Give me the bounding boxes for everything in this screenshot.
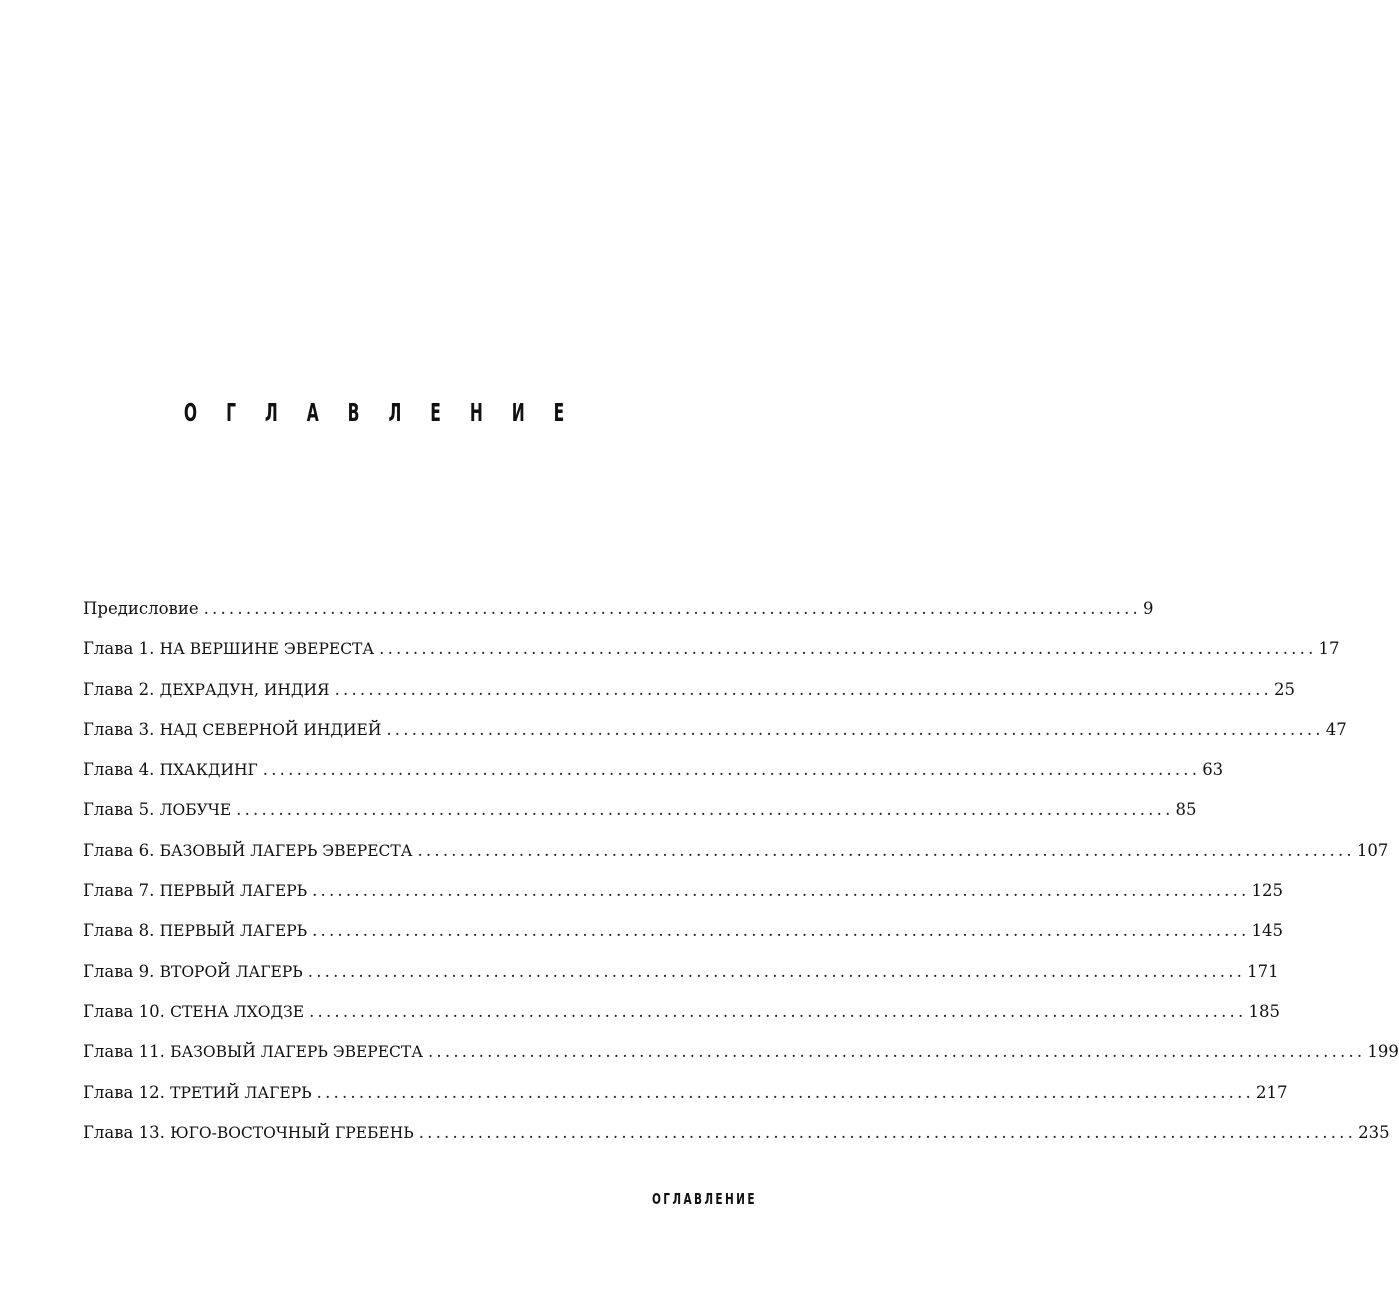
toc-dot-leader: ............................................................................................................... <box>417 840 1355 860</box>
toc-entry-label <box>83 915 312 947</box>
toc-chapter-number: Глава 10. <box>83 1001 165 1021</box>
toc-chapter-number: Глава 12. <box>83 1082 165 1102</box>
toc-chapter-name: ПЕРВЫЙ ЛАГЕРЬ <box>159 922 308 941</box>
running-footer: ОГЛАВЛЕНИЕ <box>652 1190 757 1208</box>
toc-entry-label <box>83 875 312 907</box>
toc-page-number: 9 <box>1142 599 1154 618</box>
table-of-contents <box>83 593 1399 1157</box>
toc-entry-label <box>83 754 263 786</box>
toc-entry-label <box>83 593 204 625</box>
toc-page-number: 63 <box>1202 760 1224 780</box>
toc-dot-leader: ............................................................................................................... <box>309 1001 1247 1021</box>
toc-dot-leader: ............................................................................................................... <box>262 760 1201 780</box>
toc-page-number: 217 <box>1256 1082 1288 1102</box>
toc-entry-label <box>83 1117 419 1149</box>
toc-entry[interactable] <box>83 593 1154 633</box>
toc-entry-label <box>83 1036 428 1068</box>
toc-entry[interactable] <box>83 754 1224 794</box>
toc-page-number: 145 <box>1251 921 1283 941</box>
toc-chapter-name: ПЕРВЫЙ ЛАГЕРЬ <box>159 882 308 901</box>
toc-chapter-name: НАД СЕВЕРНОЙ ИНДИЕЙ <box>159 720 382 739</box>
toc-chapter-number: Глава 9. <box>83 961 155 981</box>
toc-dot-leader: ............................................................................................................... <box>307 961 1246 981</box>
toc-entry-label <box>83 956 308 988</box>
toc-chapter-number: Глава 2. <box>83 679 155 699</box>
toc-chapter-name: ТРЕТИЙ ЛАГЕРЬ <box>170 1083 312 1102</box>
toc-entry-label <box>83 633 379 665</box>
toc-chapter-number: Глава 5. <box>83 800 155 820</box>
toc-entry[interactable] <box>83 674 1295 714</box>
toc-entry-label <box>83 714 386 746</box>
toc-chapter-number: Глава 8. <box>83 921 155 941</box>
toc-entry[interactable] <box>83 794 1197 834</box>
toc-entry[interactable] <box>83 915 1283 955</box>
toc-entry[interactable] <box>83 1036 1399 1076</box>
toc-dot-leader: ............................................................................................................... <box>203 599 1141 618</box>
toc-chapter-name: ЮГО-ВОСТОЧНЫЙ ГРЕБЕНЬ <box>170 1123 414 1142</box>
toc-page-number: 171 <box>1247 961 1279 981</box>
toc-entry-label <box>83 674 335 706</box>
toc-entry[interactable] <box>83 996 1280 1036</box>
toc-chapter-number: Глава 6. <box>83 840 155 860</box>
toc-entry-label <box>83 1077 317 1109</box>
toc-page-number: 85 <box>1175 800 1197 820</box>
toc-chapter-number: Предисловие <box>83 599 199 618</box>
toc-entry-label <box>83 794 236 826</box>
toc-chapter-name: НА ВЕРШИНЕ ЭВЕРЕСТА <box>159 640 375 659</box>
toc-chapter-number: Глава 3. <box>83 719 155 739</box>
toc-entry[interactable] <box>83 714 1347 754</box>
toc-page-number: 199 <box>1367 1042 1399 1062</box>
toc-page-number: 47 <box>1325 719 1347 739</box>
toc-entry[interactable] <box>83 633 1340 673</box>
toc-dot-leader: ............................................................................................................... <box>312 881 1250 901</box>
toc-page-number: 25 <box>1273 679 1295 699</box>
toc-entry[interactable] <box>83 1077 1288 1117</box>
page-title: О Г Л А В Л Е Н И Е <box>183 398 577 427</box>
toc-page-number: 185 <box>1248 1001 1280 1021</box>
toc-dot-leader: ............................................................................................................... <box>418 1122 1357 1142</box>
toc-dot-leader: ............................................................................................................... <box>312 921 1250 941</box>
toc-dot-leader: ............................................................................................................... <box>236 800 1174 820</box>
toc-chapter-number: Глава 4. <box>83 760 155 780</box>
toc-dot-leader: ............................................................................................................... <box>386 719 1324 739</box>
toc-chapter-name: ДЕХРАДУН, ИНДИЯ <box>159 680 330 699</box>
toc-chapter-number: Глава 1. <box>83 639 155 659</box>
toc-dot-leader: ............................................................................................................... <box>334 679 1272 699</box>
toc-page-number: 235 <box>1358 1122 1390 1142</box>
toc-chapter-number: Глава 13. <box>83 1122 165 1142</box>
toc-entry[interactable] <box>83 956 1279 996</box>
toc-page-number: 17 <box>1318 639 1340 659</box>
toc-chapter-number: Глава 11. <box>83 1042 165 1062</box>
toc-entry[interactable] <box>83 875 1283 915</box>
toc-chapter-name: ВТОРОЙ ЛАГЕРЬ <box>159 962 303 981</box>
toc-chapter-name: ПХАКДИНГ <box>159 761 258 780</box>
toc-entry[interactable] <box>83 1117 1390 1157</box>
toc-entry[interactable] <box>83 835 1389 875</box>
toc-entry-label <box>83 996 309 1028</box>
toc-dot-leader: ............................................................................................................... <box>427 1042 1366 1062</box>
toc-chapter-name: ЛОБУЧЕ <box>159 801 232 820</box>
toc-chapter-name: СТЕНА ЛХОДЗЕ <box>170 1002 305 1021</box>
toc-entry-label <box>83 835 417 867</box>
toc-page-number: 107 <box>1356 840 1389 860</box>
toc-chapter-name: БАЗОВЫЙ ЛАГЕРЬ ЭВЕРЕСТА <box>159 841 413 860</box>
toc-chapter-name: БАЗОВЫЙ ЛАГЕРЬ ЭВЕРЕСТА <box>170 1043 423 1062</box>
toc-chapter-number: Глава 7. <box>83 881 155 901</box>
toc-page-number: 125 <box>1251 881 1283 901</box>
toc-dot-leader: ............................................................................................................... <box>316 1082 1255 1102</box>
toc-dot-leader: ............................................................................................................... <box>379 639 1317 659</box>
